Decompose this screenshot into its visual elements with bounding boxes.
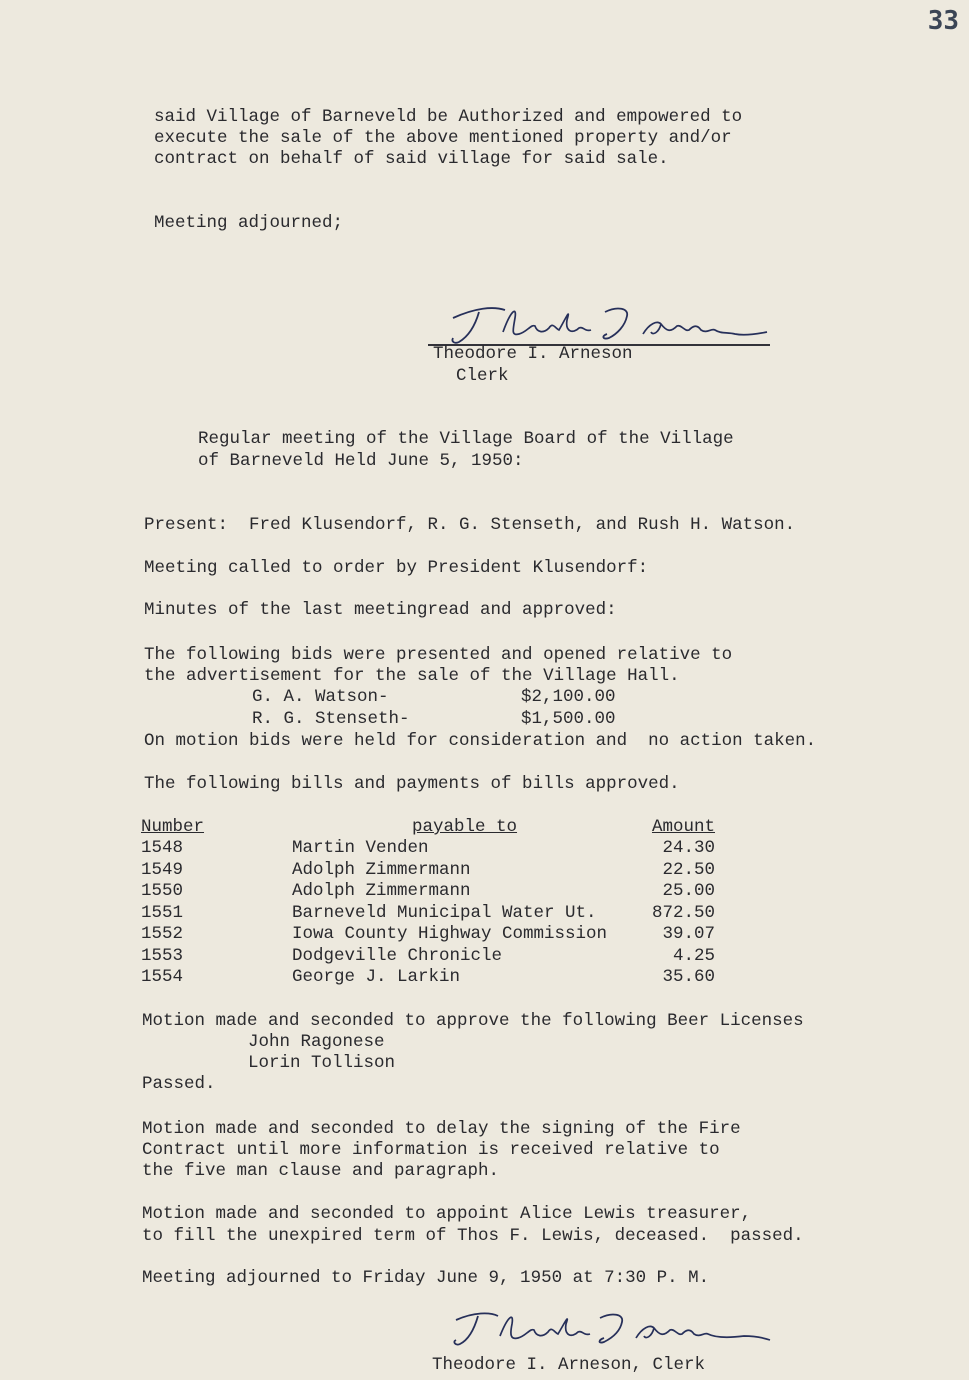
- bill-number: 1553: [141, 946, 184, 966]
- signer-name: Theodore I. Arneson: [433, 344, 633, 364]
- table-row: [141, 967, 741, 989]
- bill-amount: 872.50: [651, 903, 715, 923]
- bill-payee: Martin Venden: [292, 838, 429, 858]
- beer-passed: Passed.: [142, 1074, 216, 1094]
- bill-amount: 22.50: [662, 860, 715, 880]
- table-row: [141, 881, 741, 903]
- bill-amount: 35.60: [662, 967, 715, 987]
- intro-line-2: execute the sale of the above mentioned property and/or: [154, 128, 732, 148]
- bill-payee: Dodgeville Chronicle: [292, 946, 503, 966]
- closing-signature-caption: Theodore I. Arneson, Clerk: [432, 1355, 706, 1375]
- fire-line-3: the five man clause and paragraph.: [142, 1161, 500, 1181]
- present-line: Present: Fred Klusendorf, R. G. Stenseth, and Rush H. Watson.: [144, 515, 796, 535]
- page-number: 33: [927, 6, 959, 36]
- bill-number: 1551: [141, 903, 184, 923]
- table-row: [141, 860, 741, 882]
- bill-amount: 24.30: [662, 838, 715, 858]
- bid-bidder-1: G. A. Watson-: [252, 687, 389, 707]
- bill-amount: 4.25: [672, 946, 715, 966]
- handwritten-signature-2: [448, 1306, 778, 1352]
- header-amount: Amount: [651, 817, 715, 837]
- handwritten-signature-1: [445, 298, 775, 350]
- bill-payee: Adolph Zimmermann: [292, 860, 471, 880]
- bill-payee: Barneveld Municipal Water Ut.: [292, 903, 597, 923]
- beer-licensee-2: Lorin Tollison: [248, 1053, 396, 1073]
- intro-line-1: said Village of Barneveld be Authorized and empowered to: [154, 107, 743, 127]
- bill-number: 1552: [141, 924, 184, 944]
- bid-amount-1: $2,100.00: [521, 687, 616, 707]
- beer-licensee-1: John Ragonese: [248, 1032, 385, 1052]
- minutes-approved: Minutes of the last meetingread and approved:: [144, 600, 617, 620]
- signer-title: Clerk: [456, 366, 509, 386]
- beer-motion: Motion made and seconded to approve the following Beer Licenses: [142, 1011, 804, 1031]
- bills-header-row: [141, 817, 741, 839]
- intro-line-3: contract on behalf of said village for said sale.: [154, 149, 669, 169]
- bill-number: 1549: [141, 860, 184, 880]
- bill-number: 1548: [141, 838, 184, 858]
- bid-bidder-2: R. G. Stenseth-: [252, 709, 410, 729]
- header-payable: payable to: [412, 817, 518, 837]
- fire-line-1: Motion made and seconded to delay the signing of the Fire: [142, 1119, 741, 1139]
- bill-payee: Iowa County Highway Commission: [292, 924, 608, 944]
- table-row: [141, 946, 741, 968]
- table-row: [141, 903, 741, 925]
- treasurer-line-1: Motion made and seconded to appoint Alice Lewis treasurer,: [142, 1204, 752, 1224]
- meeting-heading-1: Regular meeting of the Village Board of the Village: [198, 429, 734, 449]
- bid-amount-2: $1,500.00: [521, 709, 616, 729]
- header-number: Number: [141, 817, 205, 837]
- meeting-heading-2: of Barneveld Held June 5, 1950:: [198, 451, 524, 471]
- bids-result: On motion bids were held for consideration and no action taken.: [144, 731, 817, 751]
- bill-amount: 39.07: [662, 924, 715, 944]
- treasurer-line-2: to fill the unexpired term of Thos F. Lewis, deceased. passed.: [142, 1226, 804, 1246]
- called-to-order: Meeting called to order by President Klusendorf:: [144, 558, 649, 578]
- meeting-adjourned-2: Meeting adjourned to Friday June 9, 1950 at 7:30 P. M.: [142, 1268, 710, 1288]
- bill-number: 1550: [141, 881, 184, 901]
- fire-line-2: Contract until more information is received relative to: [142, 1140, 720, 1160]
- bill-payee: George J. Larkin: [292, 967, 461, 987]
- meeting-adjourned-1: Meeting adjourned;: [154, 213, 344, 233]
- bids-intro-1: The following bids were presented and opened relative to: [144, 645, 733, 665]
- bill-amount: 25.00: [662, 881, 715, 901]
- bill-number: 1554: [141, 967, 184, 987]
- bids-intro-2: the advertisement for the sale of the Village Hall.: [144, 666, 680, 686]
- table-row: [141, 924, 741, 946]
- table-row: [141, 838, 741, 860]
- bills-intro: The following bills and payments of bills approved.: [144, 774, 680, 794]
- bill-payee: Adolph Zimmermann: [292, 881, 471, 901]
